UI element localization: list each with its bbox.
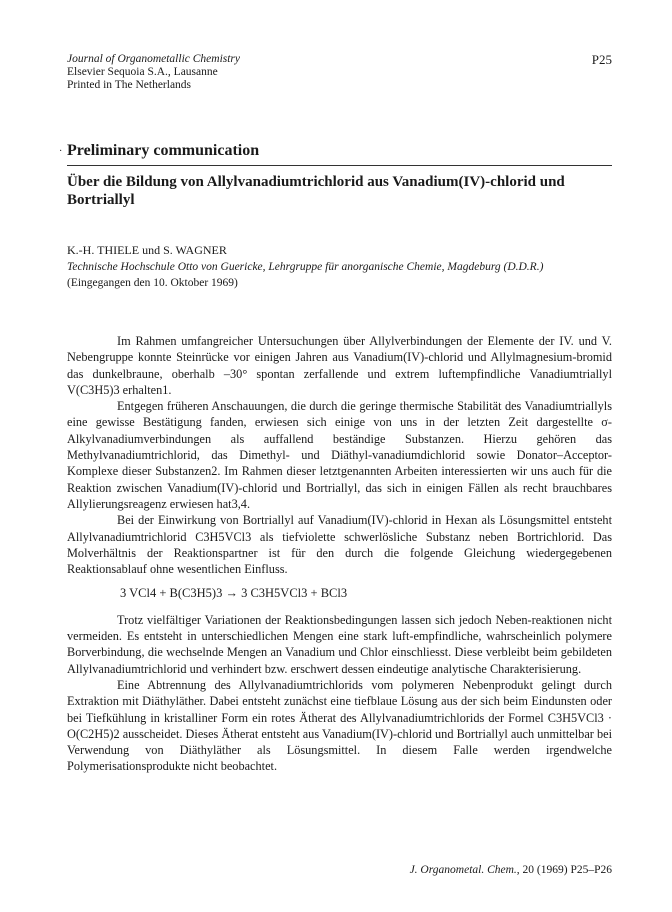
section-type: Preliminary communication	[67, 142, 260, 159]
paragraph-4: Trotz vielfältiger Variationen der Reaktionsbedingungen lassen sich jedoch Neben-reaktionen nicht vermeiden. Es entsteht in unterschiedlichen Mengen eine stark luft-empfindliche, wahrscheinlich polymere Borverbindung, die wechselnde Mengen an Vanadium und Chlor einschliesst. Diese verbleibt beim gebildeten Allylvanadiumtrichlorid und verhindert bzw. erschwert dessen eindeutige analytische Charakterisierung.	[67, 612, 612, 676]
authors: K.-H. THIELE und S. WAGNER	[67, 243, 227, 257]
paragraph-1: Im Rahmen umfangreicher Untersuchungen über Allylverbindungen der Elemente der IV. und V. Nebengruppe konnte Steinrücke vor einigen Jahren aus Vanadium(IV)-chlorid und Allylmagnesium-bromid das dunkelbraune, oberhalb –30° spontan zerfallende und extrem luftempfindliche Vanadiumtriallyl V(C3H5)3 erhalten1.	[67, 334, 612, 397]
paragraph-5: Eine Abtrennung des Allylvanadiumtrichlorids vom polymeren Nebenprodukt gelingt durch Extraktion mit Diäthyläther. Dabei entsteht zunächst eine tiefblaue Lösung aus der sich beim Eindunsten oder bei Tiefkühlung in kristalliner Form ein rotes Ätherat des Allylvanadiumtrichlorids der Formel C3H5VCl3 · O(C2H5)2 ausscheidet. Dieses Ätherat entsteht aus Vanadium(IV)-chlorid und Bortriallyl auch unmittelbar bei Verwendung von Diäthyläther als Lösungsmittel. In diesem Falle werden irgendwelche Polymerisationsprodukte nicht beobachtet.	[67, 677, 612, 774]
journal-abbreviation: J. Organometal. Chem.	[409, 864, 517, 876]
header-rule	[67, 165, 612, 166]
affiliation: Technische Hochschule Otto von Guericke, Lehrgruppe für anorganische Chemie, Magdeburg (D.D.R.)	[67, 261, 544, 273]
publisher-line: Elsevier Sequoia S.A., Lausanne	[67, 66, 218, 78]
journal-header	[67, 53, 612, 92]
citation-details: , 20 (1969) P25–P26	[516, 864, 612, 876]
printed-line: Printed in The Netherlands	[67, 79, 192, 91]
paragraph-2: Entgegen früheren Anschauungen, die durch die geringe thermische Stabilität des Vanadiumtriallyls eine gewisse Bestätigung fanden, erwiesen sich einige von uns in der letzten Zeit dargestellte σ-Alkylvanadiumverbindungen als auffallend beständige Substanzen. Hierzu gehören das Methylvanadiumtrichlorid, das Dimethyl- und Diäthyl-vanadiumdichlorid sowie Donator–Acceptor-Komplexe dieser Substanzen2. Im Rahmen dieser letztgenannten Arbeiten interessierten wir uns auch für die Reaktion zwischen Vanadium(IV)-chlorid und Bortriallyl, das sich in einigen Fällen als recht brauchbares Allylierungsreagenz erwiesen hat3,4.	[67, 399, 612, 511]
received-date: (Eingegangen den 10. Oktober 1969)	[67, 277, 238, 289]
article-title: Über die Bildung von Allylvanadiumtrichlorid aus Vanadium(IV)-chlorid und Bortriallyl	[67, 174, 565, 208]
reaction-equation: 3 VCl4 + B(C3H5)3 → 3 C3H5VCl3 + BCl3	[120, 586, 348, 601]
page-code: P25	[591, 52, 612, 67]
citation-footer	[410, 864, 612, 876]
article-body	[67, 333, 612, 775]
paragraph-3: Bei der Einwirkung von Bortriallyl auf Vanadium(IV)-chlorid in Hexan als Lösungsmittel entsteht Allylvanadiumtrichlorid C3H5VCl3 als tiefviolette schwerlösliche Substanz neben Bortrichlorid. Das Molverhältnis der Reaktionspartner ist für den durch die folgende Gleichung wiedergegebenen Reaktionsablauf ohne wesentlichen Einfluss.	[67, 513, 612, 577]
journal-name: Journal of Organometallic Chemistry	[67, 53, 241, 65]
bullet-mark: ·	[59, 146, 63, 157]
